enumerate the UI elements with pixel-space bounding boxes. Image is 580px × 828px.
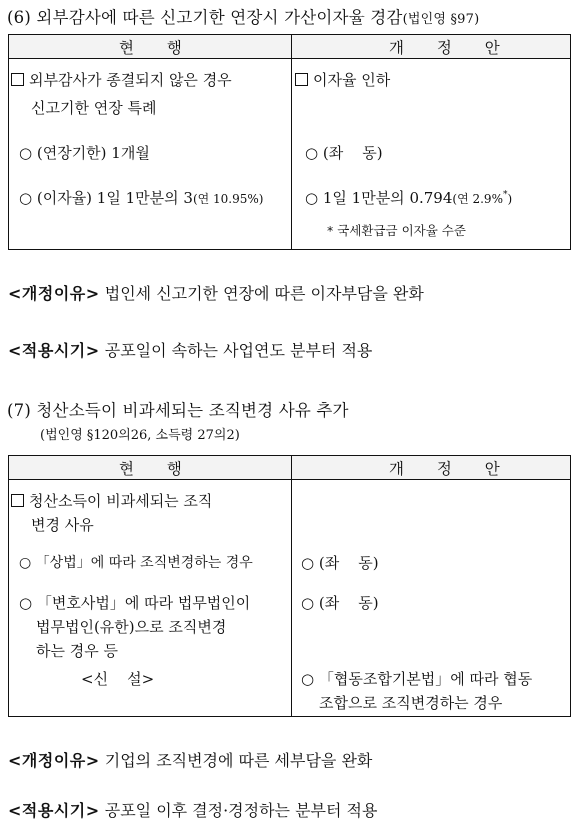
section6-current-item2: ○ (연장기한) 1개월 xyxy=(19,144,150,162)
section6-title-text: (6) 외부감사에 따른 신고기한 연장시 가산이자율 경감 xyxy=(7,8,403,27)
section7-reason: <개정이유> 기업의 조직변경에 따른 세부담을 완화 xyxy=(8,751,373,770)
section6-column-divider xyxy=(291,35,292,249)
section7-timing: <적용시기> 공포일 이후 결정·경정하는 분부터 적용 xyxy=(8,801,378,820)
section6-title xyxy=(7,4,479,28)
section7-header-revised: 개 정 안 xyxy=(389,460,514,478)
section7-current-item3-line2: 법무법인(유한)으로 조직변경 xyxy=(36,618,227,636)
section7-current-item3: ○ 「변호사법」에 따라 법무법인이 xyxy=(19,594,251,612)
section7-header-current: 현 행 xyxy=(119,460,196,478)
section6-current-item1-line2: 신고기한 연장 특례 xyxy=(31,99,157,117)
section6-current-item1: 외부감사가 종결되지 않은 경우 xyxy=(11,69,232,90)
section7-revised-item3: ○ (좌 동) xyxy=(301,594,379,612)
section6-current-item3: ○ (이자율) 1일 1만분의 3(연 10.95%) xyxy=(19,189,264,207)
section6-revised-footnote: * 국세환급금 이자율 수준 xyxy=(327,223,466,238)
section6-timing: <적용시기> 공포일이 속하는 사업연도 분부터 적용 xyxy=(8,341,373,360)
section6-ref: (법인영 §97) xyxy=(402,12,480,27)
section6-table xyxy=(8,34,571,250)
section7-title: (7) 청산소득이 비과세되는 조직변경 사유 추가 xyxy=(7,401,349,420)
section7-current-item1: 청산소득이 비과세되는 조직 xyxy=(11,490,212,511)
section6-reason: <개정이유> 법인세 신고기한 연장에 따른 이자부담을 완화 xyxy=(8,284,424,303)
section7-current-item4: <신 설> xyxy=(81,670,155,688)
section6-header-current: 현 행 xyxy=(119,39,196,57)
section6-revised-item1: 이자율 인하 xyxy=(295,69,390,90)
section7-ref: (법인영 §120의26, 소득령 27의2) xyxy=(40,428,240,443)
checkbox-square-icon xyxy=(11,494,24,507)
section7-current-item2: ○ 「상법」에 따라 조직변경하는 경우 xyxy=(19,555,253,571)
section6-header-revised: 개 정 안 xyxy=(389,39,514,57)
section7-column-divider xyxy=(291,456,292,716)
section7-current-item3-line3: 하는 경우 등 xyxy=(36,642,118,660)
checkbox-square-icon xyxy=(295,73,308,86)
section7-table xyxy=(8,455,571,717)
section7-revised-item4: ○ 「협동조합기본법」에 따라 협동 xyxy=(301,670,533,688)
section6-revised-item3: ○ 1일 1만분의 0.794(연 2.9%*) xyxy=(305,189,513,207)
section7-current-item1-line2: 변경 사유 xyxy=(31,516,94,534)
section7-revised-item4-line2: 조합으로 조직변경하는 경우 xyxy=(319,694,503,712)
checkbox-square-icon xyxy=(11,73,24,86)
section7-revised-item2: ○ (좌 동) xyxy=(301,554,379,572)
section6-revised-item2: ○ (좌 동) xyxy=(305,144,383,162)
